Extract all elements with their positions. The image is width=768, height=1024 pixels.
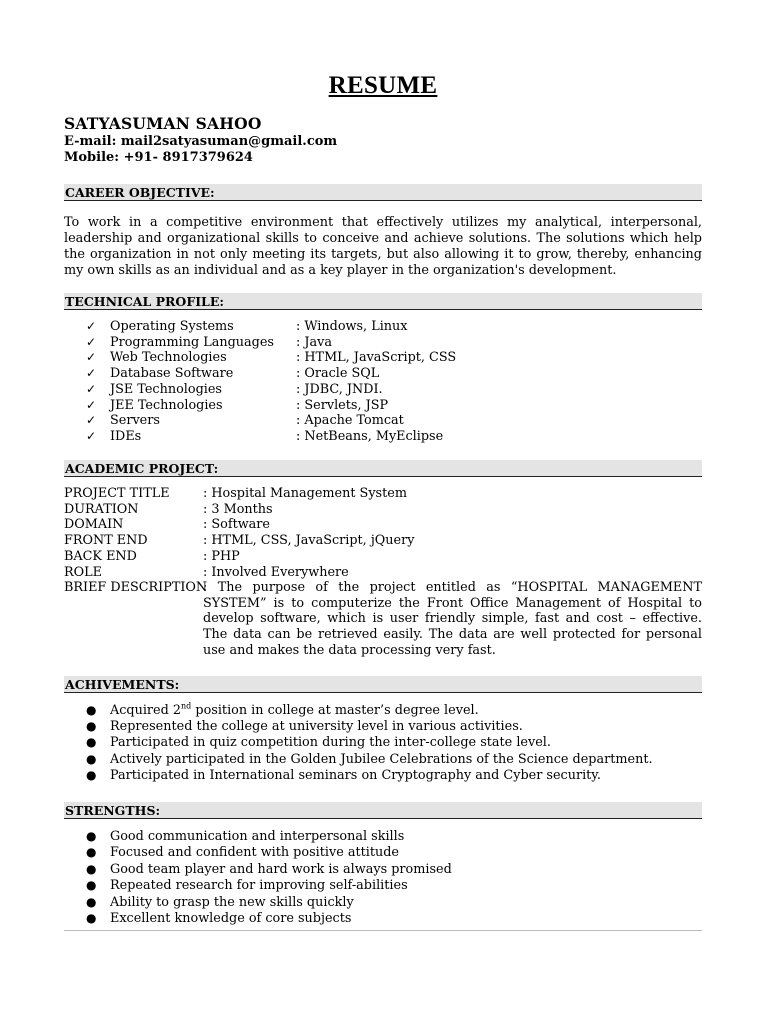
footer-divider: [64, 930, 702, 931]
check-icon: ✓: [85, 366, 97, 381]
bullet-icon: ●: [86, 751, 97, 766]
career-objective-heading: CAREER OBJECTIVE:: [64, 184, 702, 201]
bullet-icon: ●: [86, 767, 97, 782]
check-icon: ✓: [85, 428, 97, 443]
bullet-icon: ●: [86, 703, 97, 717]
check-icon: ✓: [85, 397, 97, 412]
brief-description-label: BRIEF DESCRIPTION: [64, 580, 208, 596]
bullet-icon: ●: [86, 861, 97, 876]
bullet-icon: ●: [86, 829, 97, 843]
bullet-icon: ●: [86, 911, 97, 925]
bullet-icon: ●: [86, 894, 97, 909]
check-icon: ✓: [85, 381, 97, 396]
mobile-line: Mobile: +91- 8917379624: [64, 150, 253, 165]
career-objective-text: To work in a competitive environment that effectively utilizes my analytical, interpersonal, leadership and organizational skills to conceive and achieve solutions. The solutions which help the organization in not only meeting its targets, but also allowing it to grow, thereby, enhancing my own skills as an individual and as a key player in the organization's development.: [64, 215, 702, 278]
email-line: E-mail: mail2satyasuman@gmail.com: [64, 134, 338, 149]
candidate-name: SATYASUMAN SAHOO: [64, 114, 262, 133]
bullet-icon: ●: [86, 735, 97, 750]
achievements-heading: ACHIVEMENTS:: [64, 676, 702, 693]
check-icon: ✓: [85, 319, 97, 333]
bullet-icon: ●: [86, 878, 97, 893]
brief-description-text: : The purpose of the project entitled as “HOSPITAL MANAGEMENT SYSTEM” is to computerize the Front Office Management of Hospital to develop software, which is user friendly simple, fast and cost – effective. The data can be retrieved easily. The data are well protected for personal use and makes the data processing very fast.: [203, 580, 702, 658]
bullet-icon: ●: [86, 845, 97, 860]
check-icon: ✓: [85, 350, 97, 365]
strengths-heading: STRENGTHS:: [64, 802, 702, 819]
bullet-icon: ●: [86, 719, 97, 734]
check-icon: ✓: [85, 413, 97, 428]
academic-project-heading: ACADEMIC PROJECT:: [64, 460, 702, 477]
page-title: RESUME: [328, 72, 438, 99]
check-icon: ✓: [85, 334, 97, 349]
technical-profile-heading: TECHNICAL PROFILE:: [64, 293, 702, 310]
